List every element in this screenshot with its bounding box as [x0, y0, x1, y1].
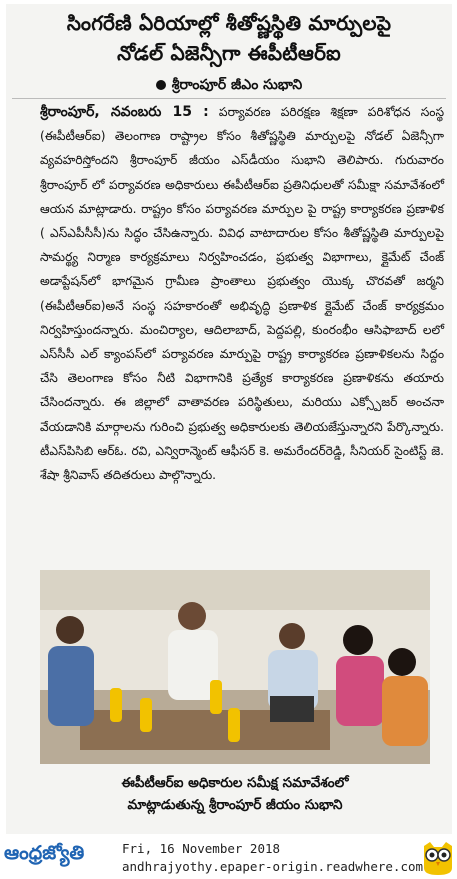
article-text: పర్యావరణ పరిరక్షణ శిక్షణా పరిశోధన సంస్థ (ఈపీటీఆర్ఐ) తెలంగాణ రాష్ట్రాల కోసం శీతోష్ణస్థితి మార్పులపై నోడల్ ఏజెన్సీగా వ్యవహరిస్తోందని శ్రీరాంపూర్ జీయం ఎస్‌డీయం సుభాని తెలిపారు. గురువారం శ్రీరాంపూర్ లో పర్యావరణ అధికారులు ఈపీటీఆర్ఐ ప్రతినిధులతో సమీక్షా సమావేశంలో ఆయన మాట్లాడారు. రాష్ట్రం కోసం పర్యావరణ మార్పుల పై రాష్ట్ర కార్యాకరణ ప్రణాళిక ( ఎస్ఎపీసీసీ)ను సిద్ధం చేసిఉన్నారు. వివిధ వాటాదారుల కోసం శీతోష్ణస్థితి మార్పులపై సామర్థ్య నిర్మాణ కార్యక్రమాలు నిర్వహించడం, ప్రభుత్వ విభాగాలు, క్లైమేట్ చేంజ్ అడాప్టేషన్‌లో భాగమైన గ్రామీణ ప్రాంతాలు ప్రభుత్వం యొక్క చొరవతో జర్మని (ఈపీటీఆర్ఐ)అనే సంస్థ సహకారంతో అభివృద్ధి ప్రణాళిక క్లైమేట్ చేంజ్ కార్యక్రమం నిర్వహిస్తుందన్నారు. మంచిర్యాల, ఆదిలాబాద్, పెద్దపల్లి, కుంరంభీం ఆసిఫాబాద్ లలో ఎస్‌సీసీ ఎల్ క్యాంపస్‌లో పర్యావరణ మార్పుపై రాష్ట్ర కార్యాకరణ ప్రణాళికలను సిద్దం చేసి తెలంగాణ కోసం నీటి విభాగానికి ప్రత్యేక కార్యాకరణ ప్రణాళికను తయారు చేసిందన్నారు. ఈ జిల్లాలో వాతావరణ పరిస్థితులు, మరియు ఎక్స్పోజర్ అంచనా వేయడానికి మార్గాలను గురించి ప్రభుత్వ అధికారులకు తెలియజేస్తున్నారని పేర్కొన్నారు. టీఎస్‌పిసిబి ఆర్ఓ. రవి, ఎన్విరాన్మెంట్ ఆఫీసర్ కె. అమరేందర్‌రెడ్డి, సీనియర్ సైంటిస్ట్ జె. శేషా శ్రీనివాస్ తదితరులు పాల్గొన్నారు.	[40, 105, 444, 483]
owl-icon	[421, 840, 455, 876]
epaper-footer	[0, 836, 457, 879]
article-body	[40, 100, 444, 487]
andhrajyothy-logo[interactable]: ఆంధ్రజ్యోతి	[4, 842, 85, 864]
meeting-photo	[40, 570, 430, 764]
edition-date: Fri, 16 November 2018	[122, 841, 281, 856]
meeting-photo-illustration	[40, 570, 430, 764]
photo-caption	[40, 772, 430, 816]
caption-line-1: ఈపీటీఆర్ఐ అధికారుల సమీక్ష సమావేశంలో	[121, 775, 349, 791]
headline-line-1: సింగరేణి ఏరియాల్లో శీతోష్ణస్థితి మార్పులపై	[66, 11, 392, 35]
footer-info	[122, 840, 423, 876]
bullet-icon	[156, 80, 166, 90]
divider	[12, 98, 446, 99]
dateline: శ్రీరాంపూర్, నవంబరు 15 :	[40, 104, 209, 120]
byline	[6, 74, 452, 96]
newspaper-clipping	[6, 4, 452, 834]
byline-text: శ్రీరాంపూర్ జీఎం సుభాని	[171, 77, 303, 93]
headline-line-2: నోడల్ ఏజెన్సీగా ఈపీటీఆర్ఐ	[117, 41, 341, 65]
source-url[interactable]: andhrajyothy.epaper-origin.readwhere.com	[122, 859, 424, 874]
caption-line-2: మాట్లాడుతున్న శ్రీరాంపూర్ జీయం సుభాని	[127, 797, 343, 813]
